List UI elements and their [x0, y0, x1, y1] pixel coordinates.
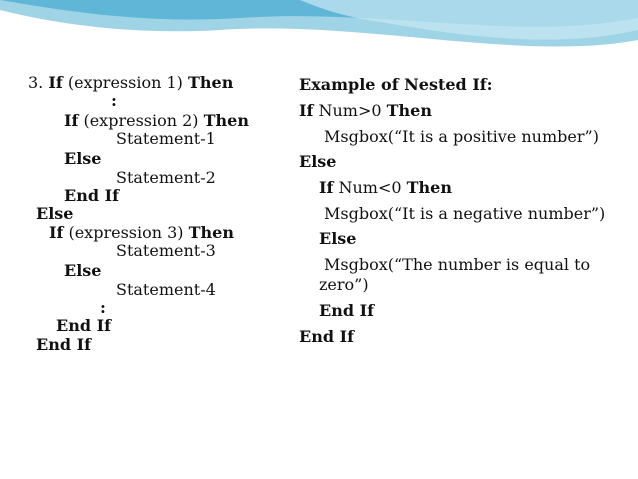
left-line-12: Statement-4 — [116, 280, 216, 299]
left-line-11: Else — [64, 261, 102, 280]
left-line-4: Statement-1 — [116, 129, 216, 148]
right-line-msgbox-positive: Msgbox(“It is a positive number”) — [324, 127, 599, 146]
example-title: Example of Nested If: — [299, 75, 493, 94]
step-number: 3. — [28, 73, 44, 92]
left-line-2: : — [111, 91, 117, 110]
left-line-10: Statement-3 — [116, 241, 216, 260]
left-line-13: : — [100, 298, 106, 317]
left-line-8: Else — [36, 204, 74, 223]
right-line-if-negative: If Num<0 Then — [319, 178, 452, 197]
right-line-else-1: Else — [299, 152, 337, 171]
left-line-15: End If — [36, 335, 91, 354]
right-line-if-positive: If Num>0 Then — [299, 101, 432, 120]
left-line-6: Statement-2 — [116, 168, 216, 187]
right-line-else-2: Else — [319, 229, 357, 248]
right-line-end-if-inner: End If — [319, 301, 374, 320]
right-line-msgbox-zero: Msgbox(“The number is equal to zero”) — [319, 255, 591, 294]
right-line-end-if-outer: End If — [299, 327, 354, 346]
left-line-5: Else — [64, 149, 102, 168]
left-line-14: End If — [56, 316, 111, 335]
left-line-3: If (expression 2) Then — [64, 111, 249, 130]
left-line-9: If (expression 3) Then — [49, 223, 234, 242]
left-line-7: End If — [64, 186, 119, 205]
left-line-1: 3. If (expression 1) Then — [28, 73, 234, 92]
header-wave-decoration — [0, 0, 638, 70]
right-line-msgbox-negative: Msgbox(“It is a negative number”) — [324, 204, 606, 223]
